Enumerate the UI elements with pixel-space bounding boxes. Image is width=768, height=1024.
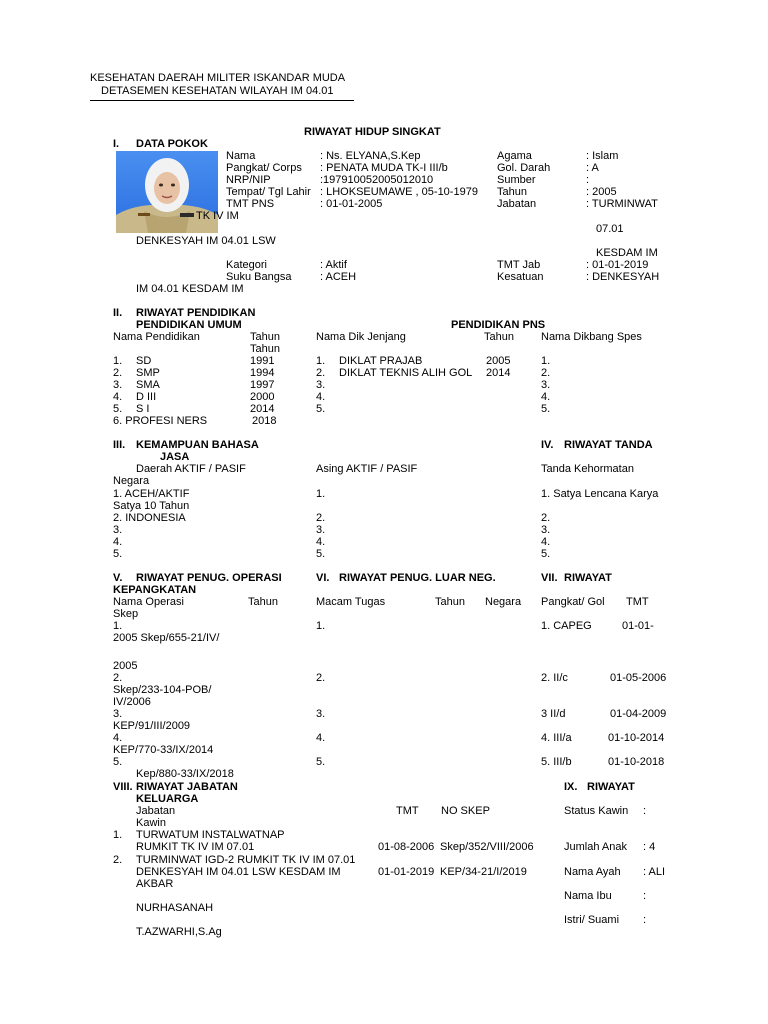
col-negara: Negara <box>113 475 150 487</box>
pangkat-row-3-tmt: 01-04-2009 <box>610 708 667 720</box>
jabatan-cont-2: 07.01 <box>596 223 624 235</box>
pend-row-1-num: 1. <box>113 355 123 367</box>
istri-suami-label: Istri/ Suami <box>564 914 620 926</box>
col-nama-dik-jenjang: Nama Dik Jenjang <box>316 331 406 343</box>
col-tahun-cont: Tahun <box>250 343 280 355</box>
status-kawin-label: Status Kawin <box>564 805 629 817</box>
tmt-jab-label: TMT Jab <box>497 259 541 271</box>
section-8-title: RIWAYAT JABATAN <box>136 781 238 793</box>
nama-ibu-value: : <box>643 890 647 902</box>
section-7-title-cont: KEPANGKATAN <box>113 584 197 596</box>
pendidikan-pns-heading: PENDIDIKAN PNS <box>451 319 546 331</box>
pend-row-3-num: 3. <box>113 379 123 391</box>
pangkat-row-2-tmt: 01-05-2006 <box>610 672 667 684</box>
pns-row-4-num: 4. <box>316 391 326 403</box>
nrp-label: NRP/NIP <box>226 174 271 186</box>
pend-row-3-tahun: 1997 <box>250 379 275 391</box>
section-9-number: IX. <box>564 781 578 793</box>
status-kawin-cont: Kawin <box>136 817 166 829</box>
pangkat-row-1-tmt: 01-01- <box>622 620 654 632</box>
bahasa-asing-3: 3. <box>316 524 326 536</box>
pangkat-row-3-skep: KEP/91/III/2009 <box>113 720 191 732</box>
col-tanda-kehormatan: Tanda Kehormatan <box>541 463 634 475</box>
jabatan-row-1: TURWATUM INSTALWATNAP <box>136 829 285 841</box>
sumber-label: Sumber <box>497 174 536 186</box>
pangkat-row-2-skep: Skep/233-104-POB/ <box>113 684 212 696</box>
section-2-title: RIWAYAT PENDIDIKAN <box>136 307 256 319</box>
pend-row-5-tahun: 2014 <box>250 403 275 415</box>
operasi-row-5-num: 5. <box>113 756 123 768</box>
nama-ayah-cont: AKBAR <box>136 878 174 890</box>
col-tugas-tahun: Tahun <box>435 596 465 608</box>
tmt-jab-value: : 01-01-2019 <box>586 259 649 271</box>
bahasa-asing-1: 1. <box>316 488 326 500</box>
pangkat-row-5-tmt: 01-10-2018 <box>608 756 665 768</box>
pendidikan-umum-heading: PENDIDIKAN UMUM <box>136 319 242 331</box>
section-7-number: VII. <box>541 572 558 584</box>
section-6-title: RIWAYAT PENUG. LUAR NEG. <box>339 572 496 584</box>
nama-ayah-label: Nama Ayah <box>564 866 621 878</box>
jabatan-row-2-tmt: 01-01-2019 <box>378 866 435 878</box>
agama-label: Agama <box>497 150 532 162</box>
section-2-number: II. <box>113 307 123 319</box>
pns-row-1-num: 1. <box>316 355 326 367</box>
spes-row-2-num: 2. <box>541 367 551 379</box>
operasi-row-4-num: 4. <box>113 732 123 744</box>
pns-row-3-num: 3. <box>316 379 326 391</box>
bahasa-asing-4: 4. <box>316 536 326 548</box>
kesatuan-label: Kesatuan <box>497 271 544 283</box>
jabatan-row-2-num: 2. <box>113 854 123 866</box>
jabatan-row-1-cont: RUMKIT TK IV IM 07.01 <box>136 841 255 853</box>
bahasa-asing-2: 2. <box>316 512 326 524</box>
pns-row-1-nama: DIKLAT PRAJAB <box>339 355 423 367</box>
pns-row-1-tahun: 2005 <box>486 355 511 367</box>
tugas-row-2-num: 2. <box>316 672 326 684</box>
operasi-row-1-num: 1. <box>113 620 123 632</box>
header-line-1: KESEHATAN DAERAH MILITER ISKANDAR MUDA <box>90 72 346 84</box>
section-8-number: VIII. <box>113 781 133 793</box>
col-daerah: Daerah AKTIF / PASIF <box>136 463 246 475</box>
section-4-title: RIWAYAT TANDA <box>564 439 653 451</box>
pangkat-row-4-tmt: 01-10-2014 <box>608 732 665 744</box>
kesatuan-cont: IM 04.01 KESDAM IM <box>136 283 244 295</box>
jabatan-row-2-cont: DENKESYAH IM 04.01 LSW KESDAM IM <box>136 866 341 878</box>
col-jabatan-tmt: TMT <box>396 805 419 817</box>
tanda-jasa-2: 2. <box>541 512 551 524</box>
header-line-2: DETASEMEN KESEHATAN WILAYAH IM 04.01 <box>101 85 334 97</box>
col-asing: Asing AKTIF / PASIF <box>316 463 418 475</box>
pangkat-row-2-skep-cont: IV/2006 <box>113 696 151 708</box>
pend-row-4-nama: D III <box>136 391 157 403</box>
bahasa-daerah-2: 2. INDONESIA <box>113 512 186 524</box>
section-9-title-cont: KELUARGA <box>136 793 199 805</box>
section-1-title: DATA POKOK <box>136 138 208 150</box>
col-tahun: Tahun <box>250 331 280 343</box>
col-pangkat-gol: Pangkat/ Gol <box>541 596 605 608</box>
kategori-value: : Aktif <box>320 259 347 271</box>
pend-row-6-nama: 6. PROFESI NERS <box>113 415 208 427</box>
bahasa-daerah-3: 3. <box>113 524 123 536</box>
tanda-jasa-5: 5. <box>541 548 551 560</box>
jabatan-label: Jabatan <box>497 198 537 210</box>
spes-row-1-num: 1. <box>541 355 551 367</box>
nama-value: : Ns. ELYANA,S.Kep <box>320 150 421 162</box>
pend-row-1-tahun: 1991 <box>250 355 275 367</box>
ttl-label: Tempat/ Tgl Lahir <box>226 186 311 198</box>
section-5-title: RIWAYAT PENUG. OPERASI <box>136 572 282 584</box>
jabatan-row-2-skep: KEP/34-21/I/2019 <box>440 866 527 878</box>
pend-row-2-tahun: 1994 <box>250 367 275 379</box>
nama-ayah-value: : ALI <box>643 866 666 878</box>
section-4-title-cont: JASA <box>160 451 190 463</box>
pns-row-2-tahun: 2014 <box>486 367 511 379</box>
document-title: RIWAYAT HIDUP SINGKAT <box>304 126 441 138</box>
jabatan-row-1-skep: Skep/352/VIII/2006 <box>440 841 534 853</box>
operasi-row-2-num: 2. <box>113 672 123 684</box>
ttl-value: : LHOKSEUMAWE , 05-10-1979 <box>320 186 478 198</box>
section-9-title: RIWAYAT <box>587 781 635 793</box>
col-skep: Skep <box>113 608 139 620</box>
col-jabatan: Jabatan <box>136 805 176 817</box>
jabatan-row-1-num: 1. <box>113 829 123 841</box>
status-kawin-value: : <box>643 805 647 817</box>
jabatan-row-1-tmt: 01-08-2006 <box>378 841 435 853</box>
pend-row-2-num: 2. <box>113 367 123 379</box>
pangkat-row-2: 2. II/c <box>541 672 568 684</box>
istri-suami-cont: T.AZWARHI,S.Ag <box>136 926 222 938</box>
tugas-row-4-num: 4. <box>316 732 326 744</box>
col-no-skep: NO SKEP <box>441 805 490 817</box>
pangkat-value: : PENATA MUDA TK-I III/b <box>320 162 448 174</box>
gol-darah-label: Gol. Darah <box>497 162 551 174</box>
tugas-row-3-num: 3. <box>316 708 326 720</box>
jumlah-anak-value: : 4 <box>643 841 656 853</box>
col-macam-tugas: Macam Tugas <box>316 596 386 608</box>
istri-suami-value: : <box>643 914 647 926</box>
section-4-number: IV. <box>541 439 554 451</box>
tanda-jasa-1: 1. Satya Lencana Karya <box>541 488 659 500</box>
pend-row-5-num: 5. <box>113 403 123 415</box>
pend-row-1-nama: SD <box>136 355 152 367</box>
tanda-jasa-4: 4. <box>541 536 551 548</box>
section-6-number: VI. <box>316 572 330 584</box>
pangkat-row-1-skep: 2005 Skep/655-21/IV/ <box>113 632 220 644</box>
tmt-pns-value: : 01-01-2005 <box>320 198 383 210</box>
col-negara-luar: Negara <box>485 596 522 608</box>
section-7-title: RIWAYAT <box>564 572 612 584</box>
pend-row-4-num: 4. <box>113 391 123 403</box>
col-tahun-pns: Tahun <box>484 331 514 343</box>
tmt-pns-label: TMT PNS <box>226 198 275 210</box>
bahasa-daerah-5: 5. <box>113 548 123 560</box>
bahasa-daerah-4: 4. <box>113 536 123 548</box>
jabatan-row-2: TURMINWAT IGD-2 RUMKIT TK IV IM 07.01 <box>136 854 356 866</box>
pns-row-5-num: 5. <box>316 403 326 415</box>
pns-row-2-num: 2. <box>316 367 326 379</box>
tahun-label: Tahun <box>497 186 527 198</box>
tahun-value: : 2005 <box>586 186 617 198</box>
spes-row-4-num: 4. <box>541 391 551 403</box>
col-nama-operasi: Nama Operasi <box>113 596 184 608</box>
pend-row-4-tahun: 2000 <box>250 391 275 403</box>
col-nama-pendidikan: Nama Pendidikan <box>113 331 200 343</box>
pangkat-row-3: 3 II/d <box>541 708 566 720</box>
pangkat-row-5: 5. III/b <box>541 756 572 768</box>
spes-row-3-num: 3. <box>541 379 551 391</box>
sumber-value: : <box>586 174 590 186</box>
section-3-number: III. <box>113 439 126 451</box>
tanda-jasa-3: 3. <box>541 524 551 536</box>
tugas-row-5-num: 5. <box>316 756 326 768</box>
kategori-label: Kategori <box>226 259 267 271</box>
bahasa-daerah-1: 1. ACEH/AKTIF <box>113 488 190 500</box>
jabatan-cont-4: KESDAM IM <box>596 247 658 259</box>
pangkat-row-4: 4. III/a <box>541 732 572 744</box>
jumlah-anak-label: Jumlah Anak <box>564 841 627 853</box>
col-pangkat-tmt: TMT <box>626 596 649 608</box>
header-underline <box>90 100 354 101</box>
tanda-jasa-1-cont: Satya 10 Tahun <box>113 500 190 512</box>
jabatan-cont-1: TK IV IM <box>196 210 239 222</box>
pangkat-row-4-skep: KEP/770-33/IX/2014 <box>113 744 214 756</box>
jabatan-value: : TURMINWAT <box>586 198 658 210</box>
pangkat-row-1: 1. CAPEG <box>541 620 592 632</box>
pangkat-row-5-skep: Kep/880-33/IX/2018 <box>136 768 234 780</box>
section-3-title: KEMAMPUAN BAHASA <box>136 439 259 451</box>
pangkat-label: Pangkat/ Corps <box>226 162 302 174</box>
agama-value: : Islam <box>586 150 619 162</box>
pangkat-row-1-skep-cont: 2005 <box>113 660 138 672</box>
nama-ibu-label: Nama Ibu <box>564 890 612 902</box>
nama-label: Nama <box>226 150 256 162</box>
col-nama-dikbang-spes: Nama Dikbang Spes <box>541 331 642 343</box>
section-5-number: V. <box>113 572 123 584</box>
suku-value: : ACEH <box>320 271 357 283</box>
col-operasi-tahun: Tahun <box>248 596 278 608</box>
suku-label: Suku Bangsa <box>226 271 292 283</box>
pns-row-2-nama: DIKLAT TEKNIS ALIH GOL <box>339 367 473 379</box>
pend-row-6-tahun: 2018 <box>252 415 277 427</box>
pend-row-3-nama: SMA <box>136 379 160 391</box>
bahasa-asing-5: 5. <box>316 548 326 560</box>
nrp-value: :197910052005012010 <box>320 174 434 186</box>
section-1-number: I. <box>113 138 120 150</box>
operasi-row-3-num: 3. <box>113 708 123 720</box>
jabatan-cont-3: DENKESYAH IM 04.01 LSW <box>136 235 276 247</box>
kesatuan-value: : DENKESYAH <box>586 271 660 283</box>
pend-row-2-nama: SMP <box>136 367 160 379</box>
nama-ibu-cont: NURHASANAH <box>136 902 214 914</box>
pend-row-5-nama: S I <box>136 403 150 415</box>
tugas-row-1-num: 1. <box>316 620 326 632</box>
gol-darah-value: : A <box>586 162 599 174</box>
spes-row-5-num: 5. <box>541 403 551 415</box>
